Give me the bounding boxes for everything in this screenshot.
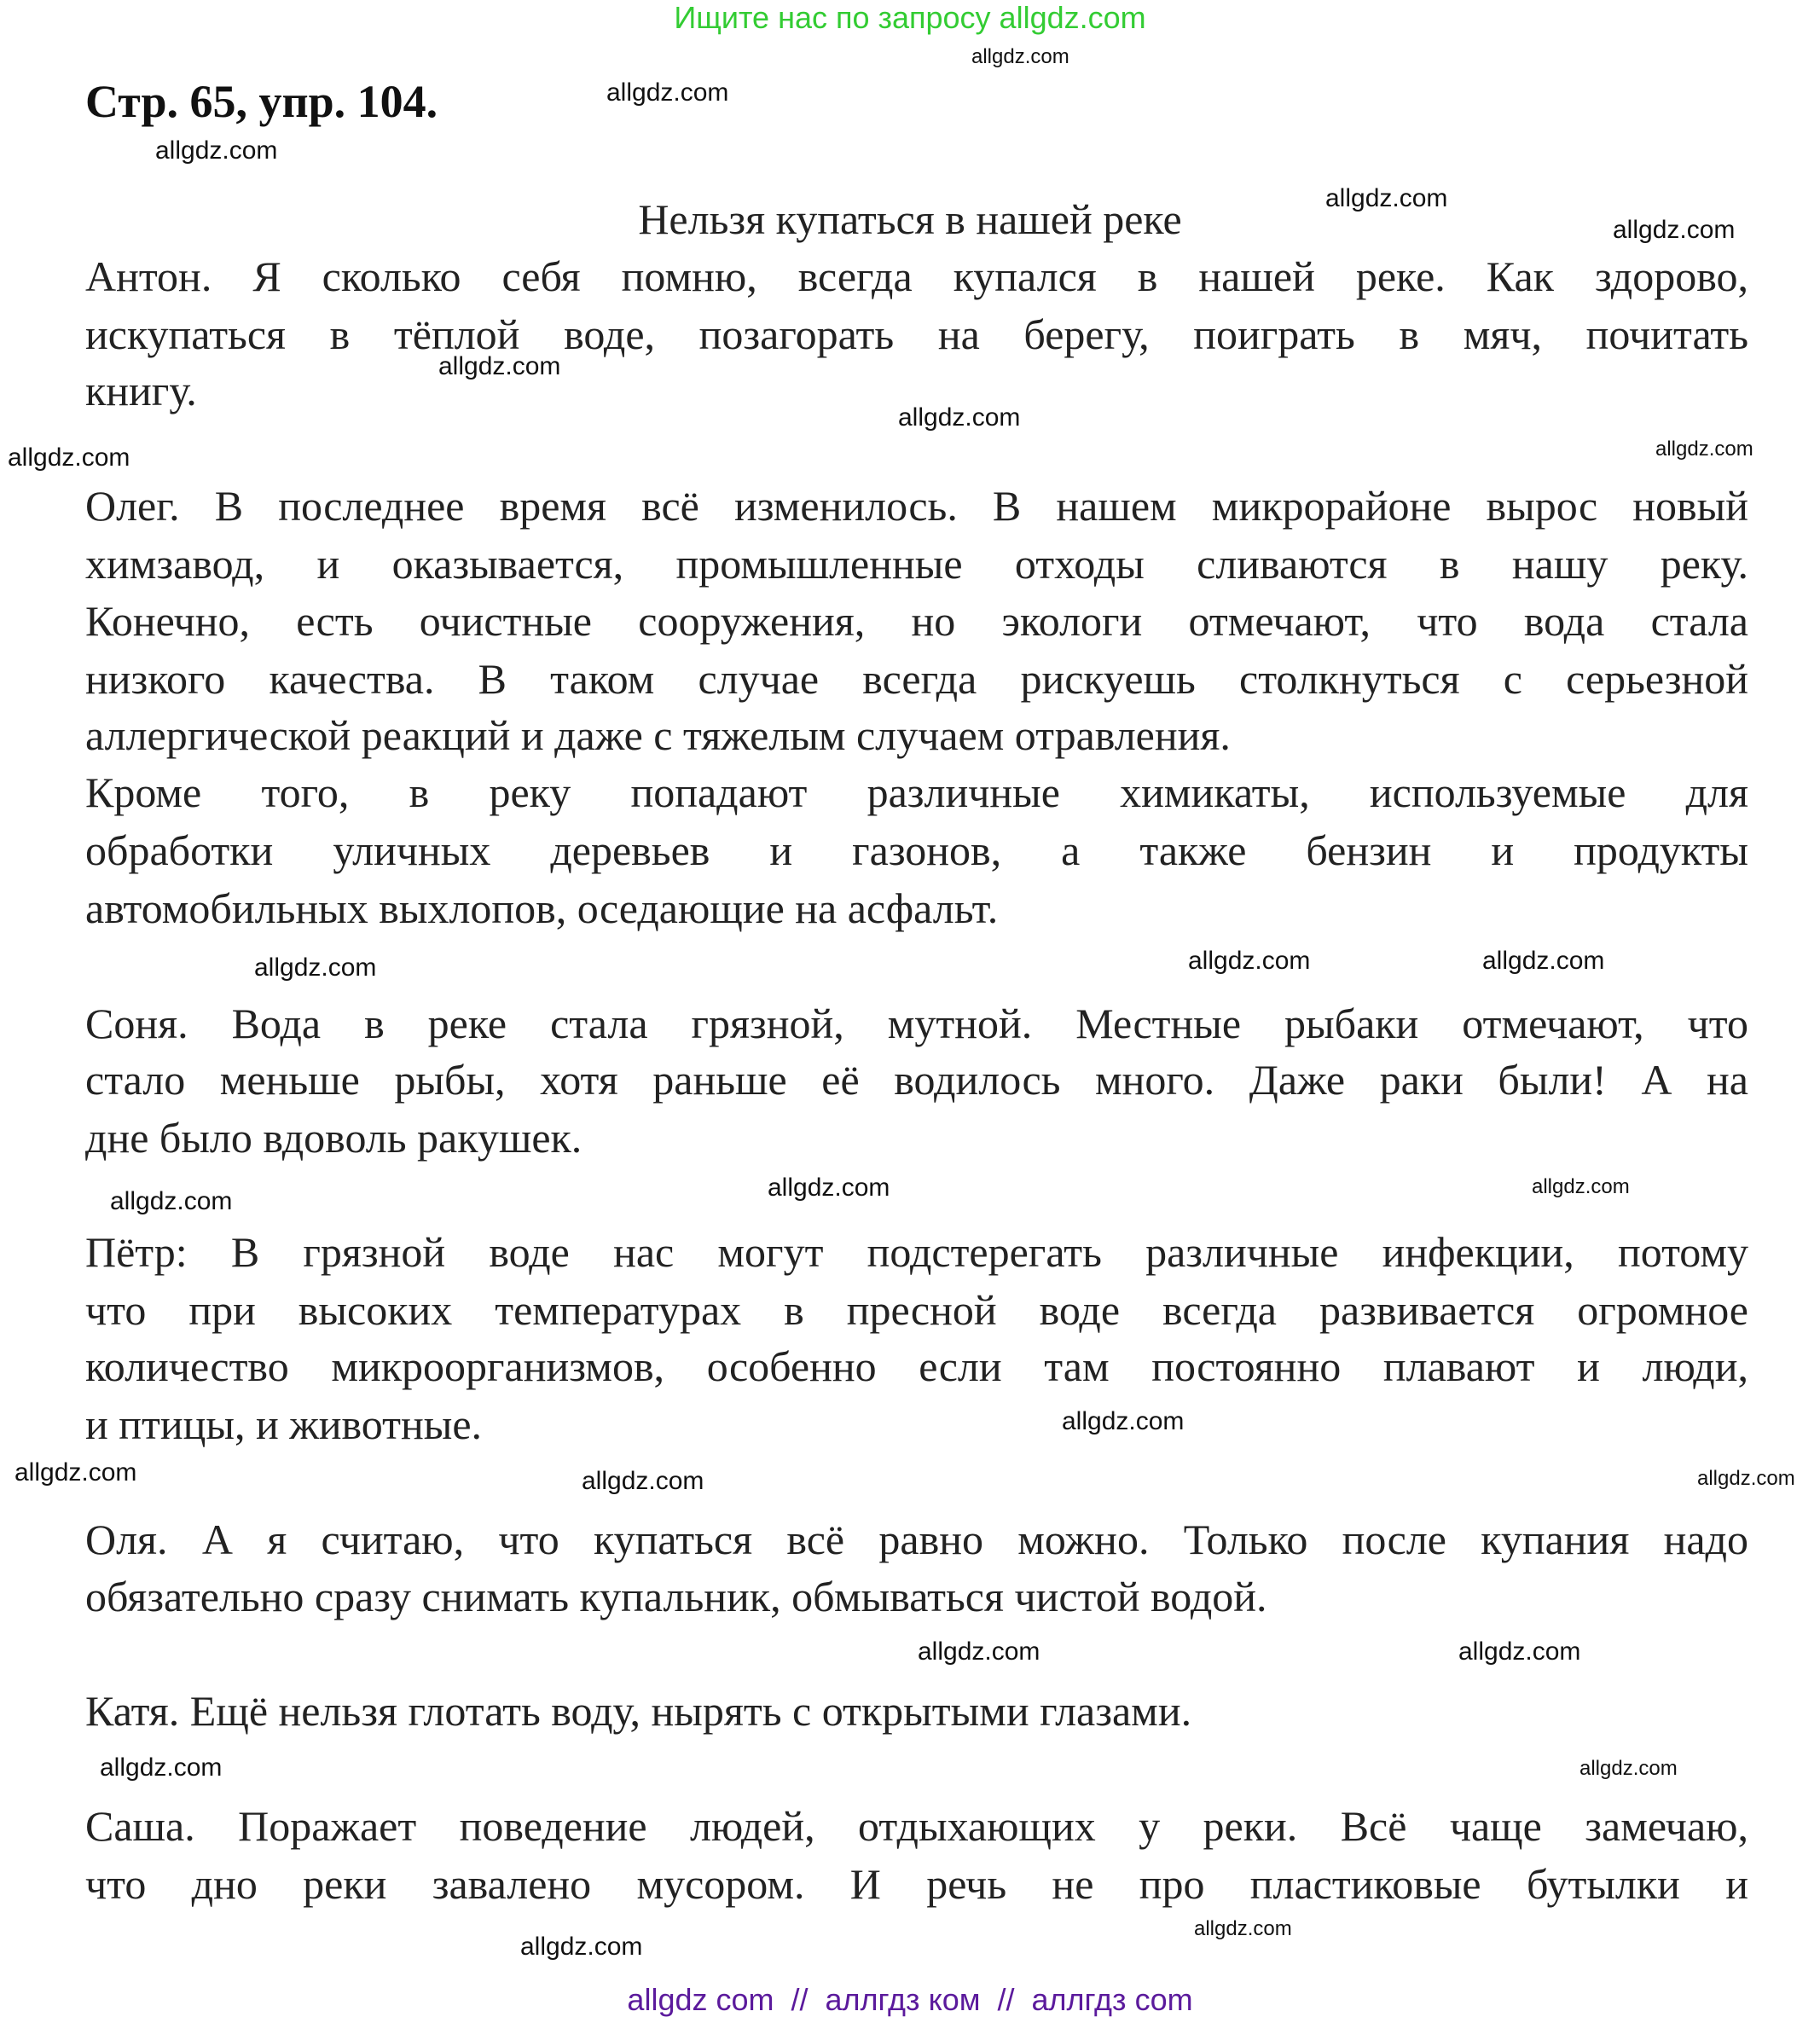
watermark: allgdz.com: [606, 78, 729, 107]
text-line: Оля. А я считаю, что купаться всё равно можно. Только после купания надо: [85, 1516, 1748, 1563]
text-line: Соня. Вода в реке стала грязной, мутной. Местные рыбаки отмечают, что: [85, 1000, 1748, 1047]
text-line: Саша. Поражает поведение людей, отдыхающих у реки. Всё чаще замечаю,: [85, 1802, 1748, 1850]
watermark: allgdz.com: [918, 1637, 1040, 1666]
watermark: allgdz.com: [582, 1467, 704, 1495]
text-line: что при высоких температурах в пресной воде всегда развивается огромное: [85, 1286, 1748, 1334]
text-line: Кроме того, в реку попадают различные химикаты, используемые для: [85, 768, 1748, 816]
text-line: автомобильных выхлопов, оседающие на асфальт.: [85, 884, 999, 932]
watermark: allgdz.com: [155, 136, 278, 165]
watermark: allgdz.com: [1458, 1637, 1581, 1666]
watermark: allgdz.com: [1062, 1407, 1185, 1435]
text-line: и птицы, и животные.: [85, 1400, 483, 1448]
watermark: allgdz.com: [1655, 438, 1753, 461]
watermark: allgdz.com: [1325, 184, 1448, 212]
watermark: allgdz.com: [1188, 947, 1311, 975]
text-line: что дно реки завалено мусором. И речь не про пластиковые бутылки и: [85, 1860, 1748, 1908]
exercise-title: Стр. 65, упр. 104.: [85, 76, 438, 127]
text-line: Конечно, есть очистные сооружения, но экологи отмечают, что вода стала: [85, 597, 1748, 645]
top-search-banner: Ищите нас по запросу allgdz.com: [674, 0, 1146, 35]
text-line: Олег. В последнее время всё изменилось. В нашем микрорайоне вырос новый: [85, 482, 1748, 530]
watermark: allgdz.com: [100, 1753, 223, 1782]
text-line: Пётр: В грязной воде нас могут подстерегать различные инфекции, потому: [85, 1228, 1748, 1276]
watermark: allgdz.com: [110, 1187, 233, 1215]
watermark: allgdz.com: [1532, 1175, 1630, 1198]
text-line: обязательно сразу снимать купальник, обмываться чистой водой.: [85, 1573, 1267, 1620]
text-line: стало меньше рыбы, хотя раньше её водилось много. Даже раки были! А на: [85, 1056, 1748, 1104]
text-line: химзавод, и оказывается, промышленные отходы сливаются в нашу реку.: [85, 540, 1748, 588]
watermark: allgdz.com: [1194, 1917, 1292, 1940]
text-line: обработки уличных деревьев и газонов, а также бензин и продукты: [85, 826, 1748, 874]
watermark: allgdz.com: [438, 352, 561, 380]
text-line: Катя. Ещё нельзя глотать воду, нырять с открытыми глазами.: [85, 1687, 1192, 1735]
watermark: allgdz.com: [1613, 216, 1736, 244]
text-line: низкого качества. В таком случае всегда рискуешь столкнуться с серьезной: [85, 655, 1748, 703]
watermark: allgdz.com: [1697, 1467, 1795, 1490]
text-line: количество микроорганизмов, особенно если там постоянно плавают и люди,: [85, 1342, 1748, 1390]
watermark: allgdz.com: [1482, 947, 1605, 975]
text-line: аллергической реакций и даже с тяжелым случаем отравления.: [85, 711, 1231, 759]
watermark: allgdz.com: [971, 45, 1069, 68]
watermark: allgdz.com: [1579, 1757, 1678, 1780]
text-heading: Нельзя купаться в нашей реке: [638, 195, 1182, 243]
text-line: искупаться в тёплой воде, позагорать на берегу, поиграть в мяч, почитать: [85, 310, 1748, 358]
watermark: allgdz.com: [254, 953, 377, 982]
watermark: allgdz.com: [14, 1458, 137, 1487]
watermark: allgdz.com: [520, 1933, 643, 1961]
watermark: allgdz.com: [898, 403, 1021, 432]
text-line: Антон. Я сколько себя помню, всегда купался в нашей реке. Как здорово,: [85, 252, 1748, 300]
watermark: allgdz.com: [768, 1174, 890, 1202]
bottom-site-banner: allgdz com // аллгдз ком // аллгдз com: [627, 1982, 1193, 2017]
watermark: allgdz.com: [8, 443, 130, 472]
text-line: дне было вдоволь ракушек.: [85, 1114, 583, 1162]
text-line: книгу.: [85, 367, 197, 414]
